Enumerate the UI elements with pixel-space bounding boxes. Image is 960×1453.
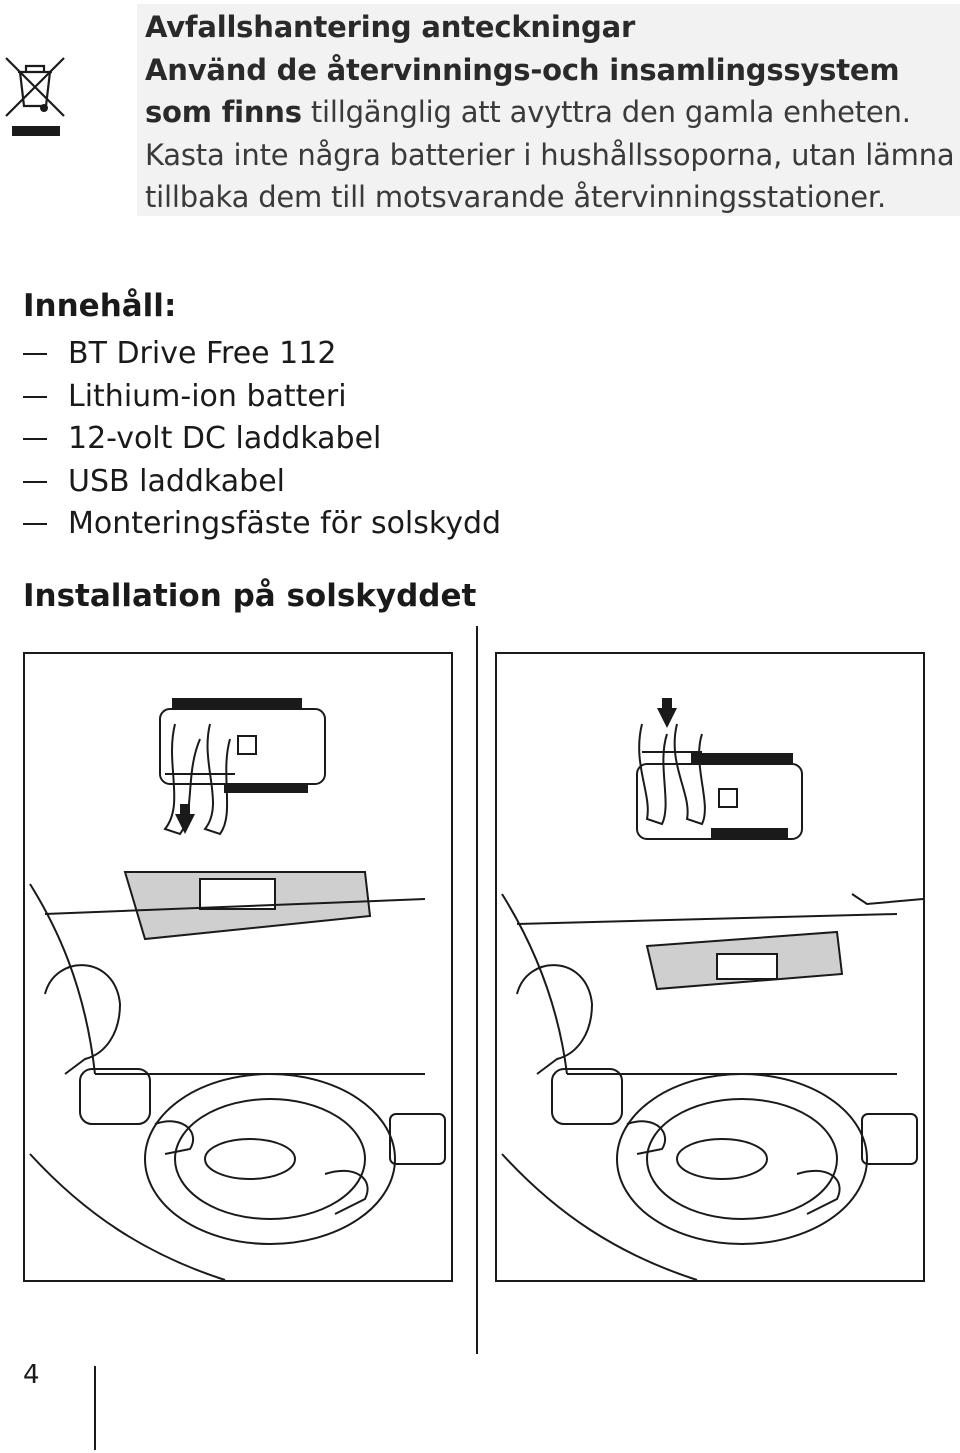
list-item: USB laddkabel bbox=[23, 461, 501, 504]
device-bottom-strip bbox=[712, 829, 787, 837]
right-hand bbox=[797, 1171, 840, 1214]
a-pillar bbox=[502, 894, 567, 1074]
left-hand bbox=[155, 1121, 193, 1154]
air-vent bbox=[390, 1114, 445, 1164]
device-body bbox=[160, 709, 325, 784]
contents-list bbox=[23, 333, 501, 546]
list-item: BT Drive Free 112 bbox=[23, 333, 501, 376]
visor-corner-line bbox=[852, 894, 923, 904]
illustration-step-2 bbox=[495, 652, 925, 1282]
crossed-out-wheelie-bin-icon bbox=[4, 56, 66, 140]
side-mirror bbox=[552, 1069, 622, 1124]
left-hand bbox=[627, 1121, 665, 1154]
contents-heading: Innehåll: bbox=[23, 288, 177, 324]
steering-wheel-inner bbox=[175, 1099, 365, 1219]
driver-arm bbox=[502, 1154, 697, 1280]
installation-heading: Installation på solskyddet bbox=[23, 578, 477, 614]
side-mirror bbox=[80, 1069, 150, 1124]
column-divider bbox=[476, 626, 478, 1354]
driver-head bbox=[45, 965, 120, 1074]
device-button bbox=[719, 789, 737, 807]
device-button bbox=[238, 736, 256, 754]
device-top-strip bbox=[173, 699, 301, 709]
list-item: 12-volt DC laddkabel bbox=[23, 418, 501, 461]
steering-hub bbox=[205, 1139, 295, 1179]
notice-title: Avfallshantering anteckningar bbox=[145, 10, 636, 44]
notice-text bbox=[145, 6, 957, 219]
air-vent bbox=[862, 1114, 917, 1164]
device-bottom-strip bbox=[225, 784, 307, 792]
steering-wheel-inner bbox=[647, 1099, 837, 1219]
steering-hub bbox=[677, 1139, 767, 1179]
notice-body: tillgänglig att avyttra den gamla enheten. Kasta inte några batterier i hushållssoporna, utan lämna tillbaka dem till motsvarande återvinningsstationer. bbox=[145, 95, 955, 214]
illustration-step-1 bbox=[23, 652, 453, 1282]
device-top-strip bbox=[692, 754, 792, 764]
clip-right-arm bbox=[205, 724, 230, 834]
driver-arm bbox=[30, 1154, 225, 1280]
windshield-top bbox=[517, 914, 897, 924]
list-item: Lithium-ion batteri bbox=[23, 376, 501, 419]
driver-head bbox=[517, 965, 592, 1074]
visor-device bbox=[717, 954, 777, 979]
arrow-up-icon bbox=[175, 804, 195, 834]
clip-right-arm bbox=[675, 724, 705, 824]
footer-rule bbox=[94, 1366, 96, 1450]
right-hand bbox=[325, 1171, 368, 1214]
list-item: Monteringsfäste för solskydd bbox=[23, 503, 501, 546]
step-2-drawing bbox=[497, 654, 923, 1280]
arrow-down-icon bbox=[657, 698, 677, 728]
notice-bold-lead: Använd de återvinnings-och insamlingssystem som finns bbox=[145, 52, 900, 129]
clip-left-arm bbox=[639, 724, 667, 824]
page-number: 4 bbox=[23, 1360, 40, 1390]
step-1-drawing bbox=[25, 654, 451, 1280]
